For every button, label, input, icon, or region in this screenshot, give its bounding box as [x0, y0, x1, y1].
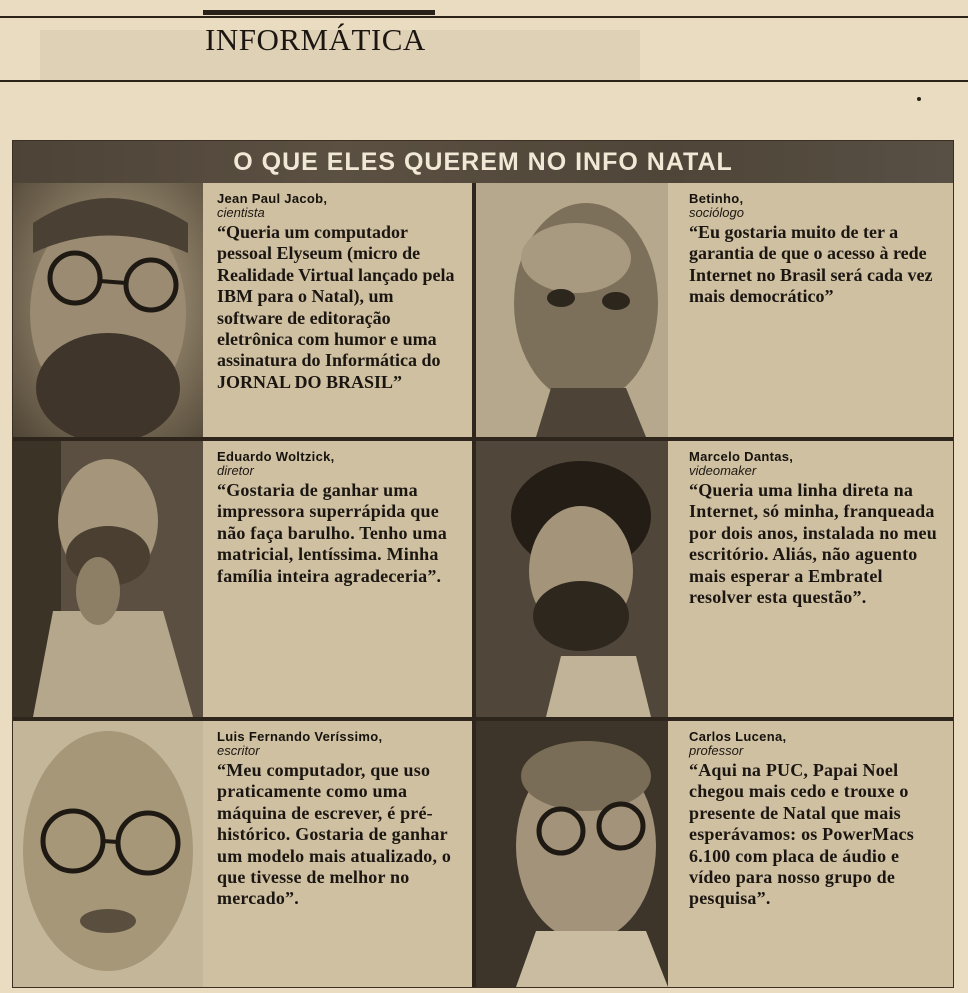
entry-quote: “Queria uma linha direta na Internet, só minha, franqueada por dois anos, instalada no meu escritório. Aliás, não aguento mais esperar a Embratel resolver esta questão”.	[689, 480, 937, 608]
entry-quote: “Meu computador, que uso praticamente como uma máquina de escrever, é pré-histórico. Gostaria de ganhar um modelo mais atualizado, o que tivesse de melhor no mercado”.	[217, 760, 452, 909]
section-bar	[203, 10, 435, 15]
entry-jean-paul-jacob	[13, 183, 472, 437]
top-rule	[0, 16, 968, 18]
entry-quote: “Aqui na PUC, Papai Noel chegou mais cedo e trouxe o presente de Natal que mais esperávamos: os PowerMacs 6.100 com placa de áudio e vídeo para nosso grupo de pesquisa”.	[689, 760, 914, 909]
entry-carlos-lucena	[476, 721, 953, 987]
entry-name: Luis Fernando Veríssimo,	[217, 729, 383, 744]
entry-name: Eduardo Woltzick,	[217, 449, 335, 464]
entry-quote: “Queria um computador pessoal Elyseum (micro de Realidade Virtual lançado pela IBM para o Natal), um software de editoração eletrônica com humor e uma assinatura do Informática do JORNAL DO BRASIL”	[217, 222, 455, 392]
feature-panel	[12, 140, 954, 988]
entry-name: Carlos Lucena,	[689, 729, 787, 744]
entry-name: Marcelo Dantas,	[689, 449, 794, 464]
feature-title: O QUE ELES QUEREM NO INFO NATAL	[233, 147, 733, 176]
portrait-photo-carlos-lucena	[476, 721, 668, 987]
stray-dot	[917, 97, 921, 101]
entry-marcelo-dantas	[476, 441, 953, 717]
entry-role: cientista	[217, 205, 265, 220]
entry-name: Jean Paul Jacob,	[217, 191, 328, 206]
portrait-photo-jean-paul-jacob	[13, 183, 203, 437]
entry-role: sociólogo	[689, 205, 744, 220]
entry-quote: “Gostaria de ganhar uma impressora superrápida que não faça barulho. Tenho uma matricial, lentíssima. Minha família inteira agradeceria”.	[217, 480, 447, 586]
portrait-photo-eduardo-woltzick	[13, 441, 203, 717]
entry-name: Betinho,	[689, 191, 744, 206]
entry-eduardo-woltzick	[13, 441, 472, 717]
entry-betinho	[476, 183, 953, 437]
section-title: INFORMÁTICA	[205, 22, 426, 57]
entry-role: videomaker	[689, 463, 757, 478]
portrait-photo-luis-fernando-verissimo	[13, 721, 203, 987]
feature-header	[13, 141, 953, 183]
portrait-photo-marcelo-dantas	[476, 441, 668, 717]
portrait-photo-betinho	[476, 183, 668, 437]
section-rule	[0, 80, 968, 82]
entry-quote: “Eu gostaria muito de ter a garantia de que o acesso à rede Internet no Brasil será cada vez mais democrático”	[689, 222, 933, 307]
entry-role: professor	[689, 743, 744, 758]
entry-role: escritor	[217, 743, 260, 758]
entry-role: diretor	[217, 463, 254, 478]
entry-luis-fernando-verissimo	[13, 721, 472, 987]
